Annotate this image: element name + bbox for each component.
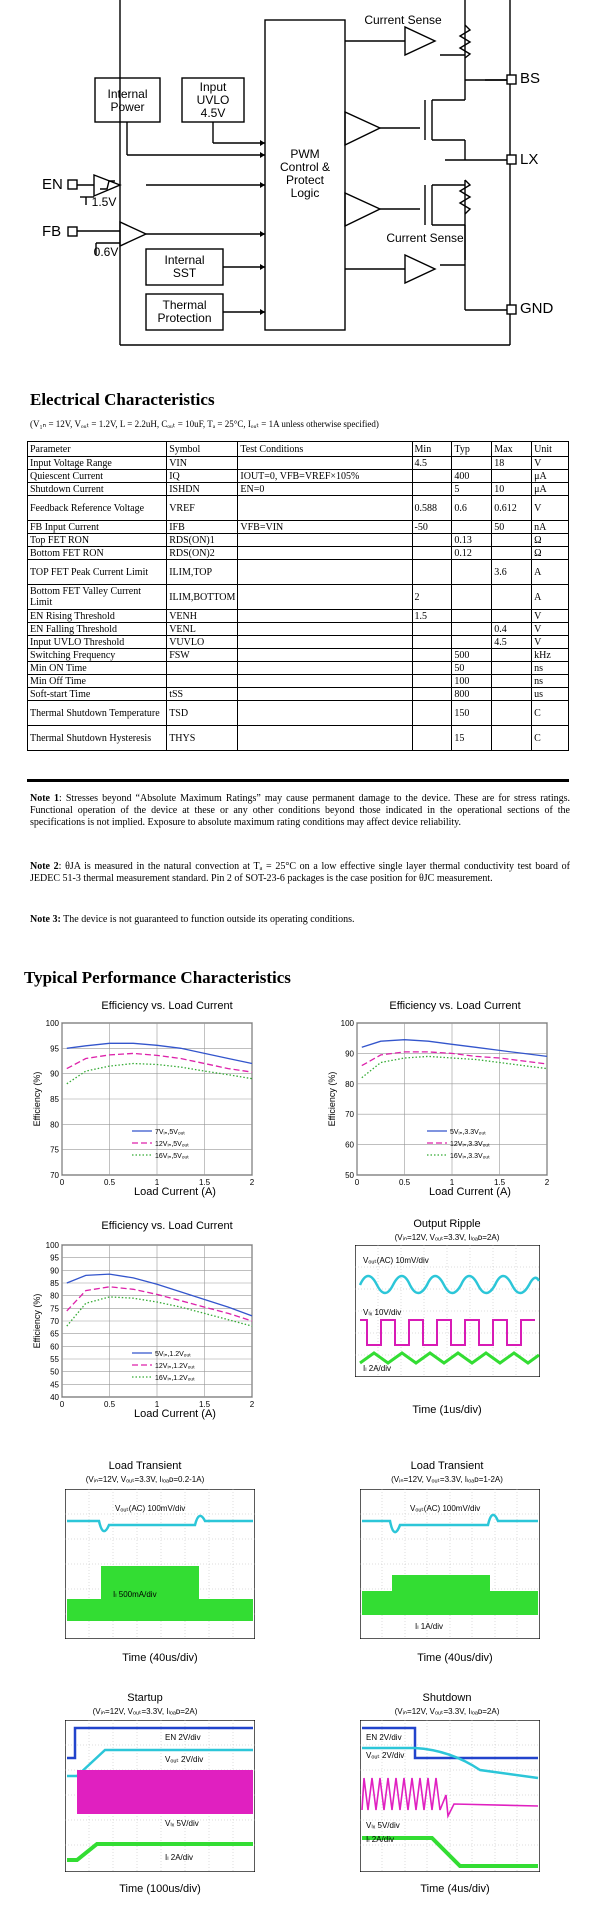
y-tick-label: 80 xyxy=(50,1120,59,1130)
table-row xyxy=(28,560,569,585)
table-cell xyxy=(492,675,532,688)
x-tick-label: 1 xyxy=(449,1178,455,1187)
table-cell: us xyxy=(532,688,569,701)
table-cell: 1.5 xyxy=(412,610,452,623)
chart-1-xlabel: Load Current (A) xyxy=(134,1186,216,1198)
column-header: Parameter xyxy=(28,442,167,457)
table-cell xyxy=(238,662,412,675)
scope-startup-title: Startup xyxy=(127,1692,163,1704)
column-header: Min xyxy=(412,442,452,457)
table-cell: FB Input Current xyxy=(28,521,167,534)
table-cell: V xyxy=(532,636,569,649)
table-cell xyxy=(492,585,532,610)
table-cell: FSW xyxy=(167,649,238,662)
table-cell: IQ xyxy=(167,470,238,483)
efficiency-chart-3 xyxy=(30,1237,270,1427)
table-cell: nA xyxy=(532,521,569,534)
table-cell: Input Voltage Range xyxy=(28,457,167,470)
y-tick-label: 70 xyxy=(50,1171,59,1180)
y-tick-label: 100 xyxy=(340,1019,354,1028)
shutdown-label-4: Iₗ 2A/div xyxy=(366,1835,395,1844)
x-tick-label: 0.5 xyxy=(103,1400,116,1409)
legend-label: 12Vᵢₙ,3.3Vₒᵤₜ xyxy=(450,1141,491,1148)
electrical-conditions: (V₁ₙ = 12V, Vₒᵤₜ = 1.2V, L = 2.2uH, Cₒᵤₜ = 10uF, Tₐ = 25°C, Iₒᵤₜ = 1A unless otherwise specified) xyxy=(30,419,379,429)
table-row xyxy=(28,470,569,483)
column-header: Max xyxy=(492,442,532,457)
input-uvlo-block: Input UVLO 4.5V xyxy=(196,80,230,120)
startup-label-3: Vₗₓ 5V/div xyxy=(165,1819,199,1828)
chart-3-title: Efficiency vs. Load Current xyxy=(101,1220,233,1232)
scope-shutdown-capture xyxy=(360,1720,540,1872)
table-cell: Min ON Time xyxy=(28,662,167,675)
table-cell xyxy=(238,623,412,636)
table-cell: V xyxy=(532,496,569,521)
table-cell: TSD xyxy=(167,701,238,726)
table-row xyxy=(28,521,569,534)
table-cell: ILIM,TOP xyxy=(167,560,238,585)
ripple-label-2: Vₗₓ 10V/div xyxy=(363,1308,402,1317)
table-cell: 4.5 xyxy=(492,636,532,649)
table-cell xyxy=(238,560,412,585)
table-cell xyxy=(238,496,412,521)
table-cell xyxy=(492,610,532,623)
table-cell xyxy=(452,610,492,623)
table-cell: 0.6 xyxy=(452,496,492,521)
x-tick-label: 1.5 xyxy=(493,1178,506,1187)
table-row xyxy=(28,547,569,560)
table-cell: 150 xyxy=(452,701,492,726)
table-cell: A xyxy=(532,585,569,610)
table-cell xyxy=(412,470,452,483)
table-cell: kHz xyxy=(532,649,569,662)
scope-lt1-xlabel: Time (40us/div) xyxy=(122,1652,198,1664)
en-reference-label: 1.5V xyxy=(91,195,117,209)
table-cell xyxy=(492,470,532,483)
y-tick-label: 80 xyxy=(345,1079,354,1089)
table-cell xyxy=(238,610,412,623)
table-cell: ns xyxy=(532,675,569,688)
table-cell: 0.588 xyxy=(412,496,452,521)
scope-lt2-title: Load Transient xyxy=(410,1460,484,1472)
table-cell: Ω xyxy=(532,534,569,547)
table-cell: 400 xyxy=(452,470,492,483)
table-cell xyxy=(492,547,532,560)
table-row xyxy=(28,496,569,521)
x-tick-label: 0 xyxy=(59,1400,65,1409)
y-tick-label: 75 xyxy=(50,1304,59,1314)
table-cell: μA xyxy=(532,483,569,496)
startup-label-4: Iₗ 2A/div xyxy=(165,1853,194,1862)
lt1-label-2: Iₗ 500mA/div xyxy=(113,1590,157,1599)
table-cell xyxy=(492,649,532,662)
table-cell xyxy=(492,662,532,675)
table-cell: 15 xyxy=(452,726,492,751)
table-cell xyxy=(238,534,412,547)
y-tick-label: 95 xyxy=(50,1253,59,1263)
scope-startup-subtitle: (Vᵢₙ=12V, Vₒᵤₜ=3.3V, Iₗₒₐᴅ=2A) xyxy=(92,1707,198,1716)
table-cell: EN Rising Threshold xyxy=(28,610,167,623)
current-sense-top-label: Current Sense xyxy=(364,13,442,27)
table-cell xyxy=(238,675,412,688)
pin-bs-label: BS xyxy=(520,70,541,87)
legend-label: 16Vᵢₙ,5Vₒᵤₜ xyxy=(155,1153,190,1160)
y-tick-label: 90 xyxy=(50,1266,59,1276)
shutdown-label-3: Vₗₓ 5V/div xyxy=(366,1821,400,1830)
table-cell xyxy=(238,701,412,726)
chart-3-xlabel: Load Current (A) xyxy=(134,1408,216,1420)
table-row xyxy=(28,636,569,649)
note-3: Note 3: The device is not guaranteed to function outside its operating conditions. xyxy=(30,914,355,925)
table-cell: A xyxy=(532,560,569,585)
table-cell: Thermal Shutdown Temperature xyxy=(28,701,167,726)
table-cell xyxy=(167,675,238,688)
table-cell xyxy=(412,726,452,751)
table-cell: VUVLO xyxy=(167,636,238,649)
x-tick-label: 0 xyxy=(354,1178,360,1187)
pin-lx-label: LX xyxy=(520,151,539,168)
table-cell: 50 xyxy=(492,521,532,534)
table-cell: Thermal Shutdown Hysteresis xyxy=(28,726,167,751)
table-cell: 5 xyxy=(452,483,492,496)
internal-sst-block: Internal SST xyxy=(164,253,205,280)
table-body xyxy=(28,457,569,751)
table-cell: μA xyxy=(532,470,569,483)
table-row xyxy=(28,701,569,726)
table-cell xyxy=(412,688,452,701)
lt2-label-1: Vₒᵤₜ(AC) 100mV/div xyxy=(410,1504,481,1513)
table-cell: VFB=VIN xyxy=(238,521,412,534)
table-cell: -50 xyxy=(412,521,452,534)
y-tick-label: 100 xyxy=(45,1241,59,1250)
table-cell: VIN xyxy=(167,457,238,470)
legend-label: 5Vᵢₙ,3.3Vₒᵤₜ xyxy=(450,1129,487,1136)
scope-ripple-capture xyxy=(355,1245,540,1377)
table-cell xyxy=(452,636,492,649)
table-cell: 4.5 xyxy=(412,457,452,470)
legend-label: 5Vᵢₙ,1.2Vₒᵤₜ xyxy=(155,1351,192,1358)
table-cell xyxy=(412,701,452,726)
pin-en-label: EN xyxy=(42,176,63,193)
table-cell: Bottom FET RON xyxy=(28,547,167,560)
ripple-label-1: Vₒᵤₜ(AC) 10mV/div xyxy=(363,1256,429,1265)
table-cell: IOUT=0, VFB=VREF×105% xyxy=(238,470,412,483)
table-cell: RDS(ON)1 xyxy=(167,534,238,547)
legend-label: 16Vᵢₙ,1.2Vₒᵤₜ xyxy=(155,1375,196,1382)
table-cell: 2 xyxy=(412,585,452,610)
note-2: Note 2: θJA is measured in the natural convection at Tₐ = 25°C on a low effective single layer thermal conductivity test board of JEDEC 51-3 thermal measurement standard. Pin 2 of SOT-23-6 packages is the case position for θJC measurement. xyxy=(30,861,570,884)
current-sense-bottom-label: Current Sense xyxy=(386,231,464,245)
scope-shutdown-subtitle: (Vᵢₙ=12V, Vₒᵤₜ=3.3V, Iₗₒₐᴅ=2A) xyxy=(394,1707,500,1716)
table-cell: 10 xyxy=(492,483,532,496)
table-cell: C xyxy=(532,726,569,751)
efficiency-chart-2 xyxy=(325,1015,565,1205)
y-tick-label: 45 xyxy=(50,1380,59,1390)
x-tick-label: 2 xyxy=(249,1178,255,1187)
table-cell xyxy=(492,701,532,726)
table-cell: RDS(ON)2 xyxy=(167,547,238,560)
y-tick-label: 75 xyxy=(50,1145,59,1155)
y-tick-label: 85 xyxy=(50,1279,59,1288)
column-header: Symbol xyxy=(167,442,238,457)
table-cell: Shutdown Current xyxy=(28,483,167,496)
scope-ripple-xlabel: Time (1us/div) xyxy=(412,1404,482,1416)
table-row xyxy=(28,483,569,496)
scope-shutdown-title: Shutdown xyxy=(422,1692,472,1704)
scope-lt1-title: Load Transient xyxy=(108,1460,182,1472)
table-cell xyxy=(412,623,452,636)
table-cell: 0.4 xyxy=(492,623,532,636)
scope-shutdown-xlabel: Time (4us/div) xyxy=(420,1883,490,1895)
y-axis-label: Efficiency (%) xyxy=(327,1071,337,1127)
table-row xyxy=(28,585,569,610)
table-cell: EN=0 xyxy=(238,483,412,496)
table-row xyxy=(28,688,569,701)
table-cell: 0.12 xyxy=(452,547,492,560)
fb-reference-label: 0.6V xyxy=(93,245,119,259)
startup-label-1: EN 2V/div xyxy=(165,1733,201,1742)
table-cell xyxy=(238,726,412,751)
table-row xyxy=(28,726,569,751)
table-cell: Min Off Time xyxy=(28,675,167,688)
table-cell: 50 xyxy=(452,662,492,675)
table-cell xyxy=(492,534,532,547)
section-divider xyxy=(27,779,569,782)
table-cell xyxy=(412,662,452,675)
table-cell xyxy=(452,623,492,636)
x-tick-label: 0 xyxy=(59,1178,65,1187)
table-cell: Switching Frequency xyxy=(28,649,167,662)
x-tick-label: 2 xyxy=(249,1400,255,1409)
y-tick-label: 90 xyxy=(50,1069,59,1079)
table-cell: Bottom FET Valley Current Limit xyxy=(28,585,167,610)
table-cell: 100 xyxy=(452,675,492,688)
table-cell: VREF xyxy=(167,496,238,521)
shutdown-label-2: Vₒᵤₜ 2V/div xyxy=(366,1751,405,1760)
table-cell xyxy=(452,560,492,585)
y-tick-label: 95 xyxy=(50,1044,59,1054)
electrical-characteristics-title: Electrical Characteristics xyxy=(30,390,215,409)
scope-ripple-title: Output Ripple xyxy=(413,1218,481,1230)
legend-label: 16Vᵢₙ,3.3Vₒᵤₜ xyxy=(450,1153,491,1160)
pwm-logic-block: PWM Control & Protect Logic xyxy=(279,147,331,200)
y-axis-label: Efficiency (%) xyxy=(32,1293,42,1349)
pin-gnd-label: GND xyxy=(520,300,554,317)
shutdown-label-1: EN 2V/div xyxy=(366,1733,402,1742)
y-tick-label: 80 xyxy=(50,1291,59,1301)
table-cell xyxy=(412,560,452,585)
x-tick-label: 2 xyxy=(544,1178,550,1187)
column-header: Test Conditions xyxy=(238,442,412,457)
y-tick-label: 100 xyxy=(45,1019,59,1028)
table-cell: 500 xyxy=(452,649,492,662)
table-cell: TOP FET Peak Current Limit xyxy=(28,560,167,585)
y-tick-label: 50 xyxy=(50,1367,59,1377)
y-tick-label: 55 xyxy=(50,1355,59,1364)
table-cell: THYS xyxy=(167,726,238,751)
legend-label: 7Vᵢₙ,5Vₒᵤₜ xyxy=(155,1129,186,1136)
table-cell: ISHDN xyxy=(167,483,238,496)
scope-startup-capture xyxy=(65,1720,255,1872)
table-cell: V xyxy=(532,457,569,470)
y-tick-label: 85 xyxy=(50,1095,59,1104)
table-cell: ns xyxy=(532,662,569,675)
table-cell: VENH xyxy=(167,610,238,623)
column-header: Typ xyxy=(452,442,492,457)
scope-startup-xlabel: Time (100us/div) xyxy=(119,1883,201,1895)
table-cell xyxy=(238,585,412,610)
table-cell: Ω xyxy=(532,547,569,560)
electrical-characteristics-table xyxy=(27,441,569,751)
x-tick-label: 0.5 xyxy=(103,1178,116,1187)
lt1-label-1: Vₒᵤₜ(AC) 100mV/div xyxy=(115,1504,186,1513)
table-cell: 3.6 xyxy=(492,560,532,585)
table-cell xyxy=(412,636,452,649)
y-tick-label: 60 xyxy=(50,1342,59,1352)
scope-lt2-capture xyxy=(360,1489,540,1639)
x-tick-label: 1 xyxy=(154,1178,160,1187)
x-tick-label: 1.5 xyxy=(198,1178,211,1187)
startup-label-2: Vₒᵤₜ 2V/div xyxy=(165,1755,204,1764)
table-cell xyxy=(238,547,412,560)
table-cell xyxy=(412,534,452,547)
x-tick-label: 1.5 xyxy=(198,1400,211,1409)
table-cell xyxy=(238,649,412,662)
note-1: Note 1: Stresses beyond “Absolute Maximum Ratings” may cause permanent damage to the device. These are for stress ratings. Functional operation of the device at these or any other conditions beyond those indicated in the operational sections of the specifications is not implied. Exposure to absolute maximum rating conditions may affect device reliability. xyxy=(30,793,570,828)
ripple-label-3: Iₗ 2A/div xyxy=(363,1364,392,1373)
chart-2-title: Efficiency vs. Load Current xyxy=(389,1000,521,1012)
y-tick-label: 70 xyxy=(50,1317,59,1326)
table-row xyxy=(28,623,569,636)
y-tick-label: 65 xyxy=(50,1329,59,1339)
efficiency-chart-1 xyxy=(30,1015,270,1205)
table-row xyxy=(28,675,569,688)
table-cell xyxy=(492,726,532,751)
table-cell: V xyxy=(532,610,569,623)
x-tick-label: 0.5 xyxy=(398,1178,411,1187)
table-cell xyxy=(452,585,492,610)
table-cell: C xyxy=(532,701,569,726)
table-row xyxy=(28,610,569,623)
table-cell: Input UVLO Threshold xyxy=(28,636,167,649)
table-cell xyxy=(412,649,452,662)
table-cell: EN Falling Threshold xyxy=(28,623,167,636)
y-tick-label: 90 xyxy=(345,1049,354,1059)
table-row xyxy=(28,649,569,662)
table-cell xyxy=(412,675,452,688)
table-cell: V xyxy=(532,623,569,636)
table-cell xyxy=(452,521,492,534)
table-cell: Soft-start Time xyxy=(28,688,167,701)
table-row xyxy=(28,457,569,470)
table-cell xyxy=(238,636,412,649)
pin-fb-label: FB xyxy=(42,223,62,240)
table-row xyxy=(28,534,569,547)
column-header: Unit xyxy=(532,442,569,457)
scope-lt2-subtitle: (Vᵢₙ=12V, Vₒᵤₜ=3.3V, Iₗₒₐᴅ=1-2A) xyxy=(391,1475,503,1484)
table-cell: 800 xyxy=(452,688,492,701)
table-cell: 0.612 xyxy=(492,496,532,521)
table-cell: Top FET RON xyxy=(28,534,167,547)
y-tick-label: 60 xyxy=(345,1140,354,1150)
scope-ripple-subtitle: (Vᵢₙ=12V, Vₒᵤₜ=3.3V, Iₗₒₐᴅ=2A) xyxy=(394,1233,500,1242)
legend-label: 12Vᵢₙ,5Vₒᵤₜ xyxy=(155,1141,190,1148)
y-tick-label: 40 xyxy=(50,1393,59,1402)
internal-power-block: Internal Power xyxy=(107,87,148,114)
table-cell: Quiescent Current xyxy=(28,470,167,483)
thermal-protection-block: Thermal Protection xyxy=(157,298,212,325)
x-tick-label: 1 xyxy=(154,1400,160,1409)
typical-performance-title: Typical Performance Characteristics xyxy=(24,968,291,987)
chart-2-xlabel: Load Current (A) xyxy=(429,1186,511,1198)
table-cell: ILIM,BOTTOM xyxy=(167,585,238,610)
legend-label: 12Vᵢₙ,1.2Vₒᵤₜ xyxy=(155,1363,196,1370)
table-cell xyxy=(412,483,452,496)
table-cell: IFB xyxy=(167,521,238,534)
table-cell xyxy=(452,457,492,470)
y-tick-label: 50 xyxy=(345,1171,354,1180)
lt2-label-2: Iₗ 1A/div xyxy=(415,1622,444,1631)
table-cell: Feedback Reference Voltage xyxy=(28,496,167,521)
table-row xyxy=(28,662,569,675)
table-cell: 0.13 xyxy=(452,534,492,547)
chart-1-title: Efficiency vs. Load Current xyxy=(101,1000,233,1012)
table-cell xyxy=(238,457,412,470)
y-axis-label: Efficiency (%) xyxy=(32,1071,42,1127)
table-cell xyxy=(412,547,452,560)
table-cell: 18 xyxy=(492,457,532,470)
scope-lt1-subtitle: (Vᵢₙ=12V, Vₒᵤₜ=3.3V, Iₗₒₐᴅ=0.2-1A) xyxy=(85,1475,205,1484)
y-tick-label: 70 xyxy=(345,1110,354,1120)
table-cell: VENL xyxy=(167,623,238,636)
scope-lt2-xlabel: Time (40us/div) xyxy=(417,1652,493,1664)
table-cell xyxy=(492,688,532,701)
scope-lt1-capture xyxy=(65,1489,255,1639)
table-header-row xyxy=(28,442,569,457)
table-cell xyxy=(167,662,238,675)
table-cell xyxy=(238,688,412,701)
table-cell: tSS xyxy=(167,688,238,701)
